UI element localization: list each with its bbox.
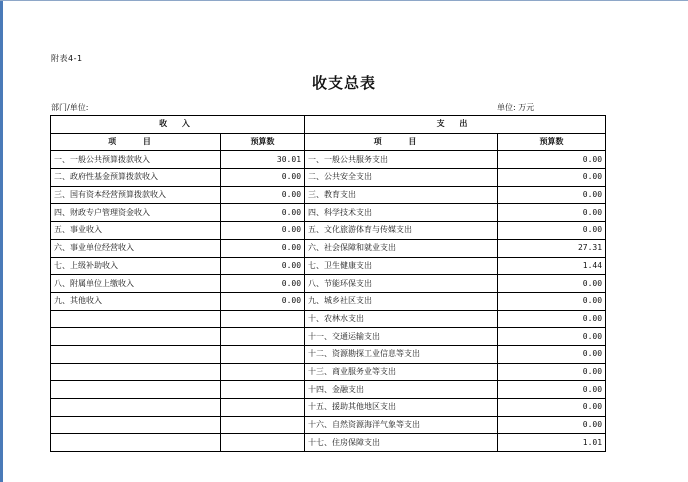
income-item-cell[interactable]: 九、其他收入 (51, 292, 221, 310)
table-row (51, 186, 606, 204)
income-value-cell[interactable] (221, 434, 305, 452)
table-row (51, 239, 606, 257)
table-row (51, 222, 606, 240)
expense-value-cell[interactable]: 0.00 (498, 275, 606, 293)
table-row (51, 399, 606, 417)
income-item-cell[interactable]: 四、财政专户管理资金收入 (51, 204, 221, 222)
department-label: 部门/单位: (51, 103, 89, 112)
table-row (51, 434, 606, 452)
budget-summary-table (50, 115, 606, 452)
table-row (51, 363, 606, 381)
table-row (51, 169, 606, 187)
income-item-cell[interactable]: 七、上级补助收入 (51, 257, 221, 275)
header-row-columns (51, 133, 606, 151)
income-value-cell[interactable] (221, 399, 305, 417)
income-item-cell[interactable] (51, 363, 221, 381)
table-row (51, 292, 606, 310)
income-value-cell[interactable] (221, 381, 305, 399)
table-row (51, 345, 606, 363)
header-row-sections (51, 116, 606, 134)
expense-value-cell[interactable]: 0.00 (498, 345, 606, 363)
table-row (51, 310, 606, 328)
expense-item-cell[interactable]: 十、农林水支出 (305, 310, 498, 328)
expense-item-cell[interactable]: 十二、资源勘探工业信息等支出 (305, 345, 498, 363)
income-item-cell[interactable] (51, 328, 221, 346)
expense-value-cell[interactable]: 0.00 (498, 363, 606, 381)
income-value-cell[interactable]: 0.00 (221, 292, 305, 310)
unit-label: 单位: 万元 (497, 103, 535, 112)
table-row (51, 151, 606, 169)
expense-item-cell[interactable]: 一、一般公共服务支出 (305, 151, 498, 169)
expense-value-cell[interactable]: 0.00 (498, 222, 606, 240)
expense-value-cell[interactable]: 27.31 (498, 239, 606, 257)
income-value-cell[interactable]: 0.00 (221, 239, 305, 257)
expense-budget-header: 预算数 (498, 133, 606, 151)
expense-value-cell[interactable]: 1.01 (498, 434, 606, 452)
expense-item-cell[interactable]: 十六、自然资源海洋气象等支出 (305, 416, 498, 434)
income-item-cell[interactable]: 三、国有资本经营预算拨款收入 (51, 186, 221, 204)
table-row (51, 257, 606, 275)
expense-item-cell[interactable]: 十四、金融支出 (305, 381, 498, 399)
income-value-cell[interactable]: 0.00 (221, 257, 305, 275)
window-top-edge (0, 0, 688, 1)
income-value-cell[interactable] (221, 345, 305, 363)
income-item-cell[interactable]: 二、政府性基金预算拨款收入 (51, 169, 221, 187)
income-value-cell[interactable]: 0.00 (221, 222, 305, 240)
attachment-label: 附表4-1 (51, 54, 83, 63)
expense-item-cell[interactable]: 十七、住房保障支出 (305, 434, 498, 452)
expense-item-cell[interactable]: 十三、商业服务业等支出 (305, 363, 498, 381)
income-value-cell[interactable]: 0.00 (221, 204, 305, 222)
table-row (51, 328, 606, 346)
expense-item-cell[interactable]: 六、社会保障和就业支出 (305, 239, 498, 257)
expense-item-cell[interactable]: 三、教育支出 (305, 186, 498, 204)
expense-value-cell[interactable]: 0.00 (498, 186, 606, 204)
expense-value-cell[interactable]: 0.00 (498, 328, 606, 346)
expense-value-cell[interactable]: 0.00 (498, 416, 606, 434)
expense-item-header: 项 目 (305, 133, 498, 151)
expense-item-cell[interactable]: 八、节能环保支出 (305, 275, 498, 293)
expense-value-cell[interactable]: 1.44 (498, 257, 606, 275)
expense-item-cell[interactable]: 十五、援助其他地区支出 (305, 399, 498, 417)
income-item-cell[interactable]: 五、事业收入 (51, 222, 221, 240)
income-budget-header: 预算数 (221, 133, 305, 151)
expense-item-cell[interactable]: 四、科学技术支出 (305, 204, 498, 222)
expense-value-cell[interactable]: 0.00 (498, 169, 606, 187)
income-item-cell[interactable]: 六、事业单位经营收入 (51, 239, 221, 257)
expense-value-cell[interactable]: 0.00 (498, 310, 606, 328)
table-row (51, 204, 606, 222)
expense-item-cell[interactable]: 九、城乡社区支出 (305, 292, 498, 310)
income-item-header: 项 目 (51, 133, 221, 151)
expense-value-cell[interactable]: 0.00 (498, 292, 606, 310)
table-row (51, 416, 606, 434)
income-item-cell[interactable] (51, 345, 221, 363)
income-value-cell[interactable]: 0.00 (221, 169, 305, 187)
income-item-cell[interactable] (51, 310, 221, 328)
income-value-cell[interactable]: 0.00 (221, 275, 305, 293)
income-item-cell[interactable] (51, 416, 221, 434)
table-row (51, 275, 606, 293)
expense-item-cell[interactable]: 二、公共安全支出 (305, 169, 498, 187)
income-value-cell[interactable] (221, 416, 305, 434)
expense-item-cell[interactable]: 十一、交通运输支出 (305, 328, 498, 346)
expense-section-header: 支 出 (305, 116, 606, 134)
income-item-cell[interactable] (51, 399, 221, 417)
income-item-cell[interactable]: 一、一般公共预算拨款收入 (51, 151, 221, 169)
expense-value-cell[interactable]: 0.00 (498, 381, 606, 399)
expense-value-cell[interactable]: 0.00 (498, 204, 606, 222)
income-value-cell[interactable]: 0.00 (221, 186, 305, 204)
income-value-cell[interactable] (221, 328, 305, 346)
income-value-cell[interactable] (221, 363, 305, 381)
income-item-cell[interactable]: 八、附属单位上缴收入 (51, 275, 221, 293)
expense-value-cell[interactable]: 0.00 (498, 399, 606, 417)
income-section-header: 收 入 (51, 116, 305, 134)
expense-value-cell[interactable]: 0.00 (498, 151, 606, 169)
income-item-cell[interactable] (51, 434, 221, 452)
income-value-cell[interactable] (221, 310, 305, 328)
income-item-cell[interactable] (51, 381, 221, 399)
table-row (51, 381, 606, 399)
income-value-cell[interactable]: 30.01 (221, 151, 305, 169)
page-title: 收支总表 (311, 74, 376, 92)
expense-item-cell[interactable]: 五、文化旅游体育与传媒支出 (305, 222, 498, 240)
expense-item-cell[interactable]: 七、卫生健康支出 (305, 257, 498, 275)
